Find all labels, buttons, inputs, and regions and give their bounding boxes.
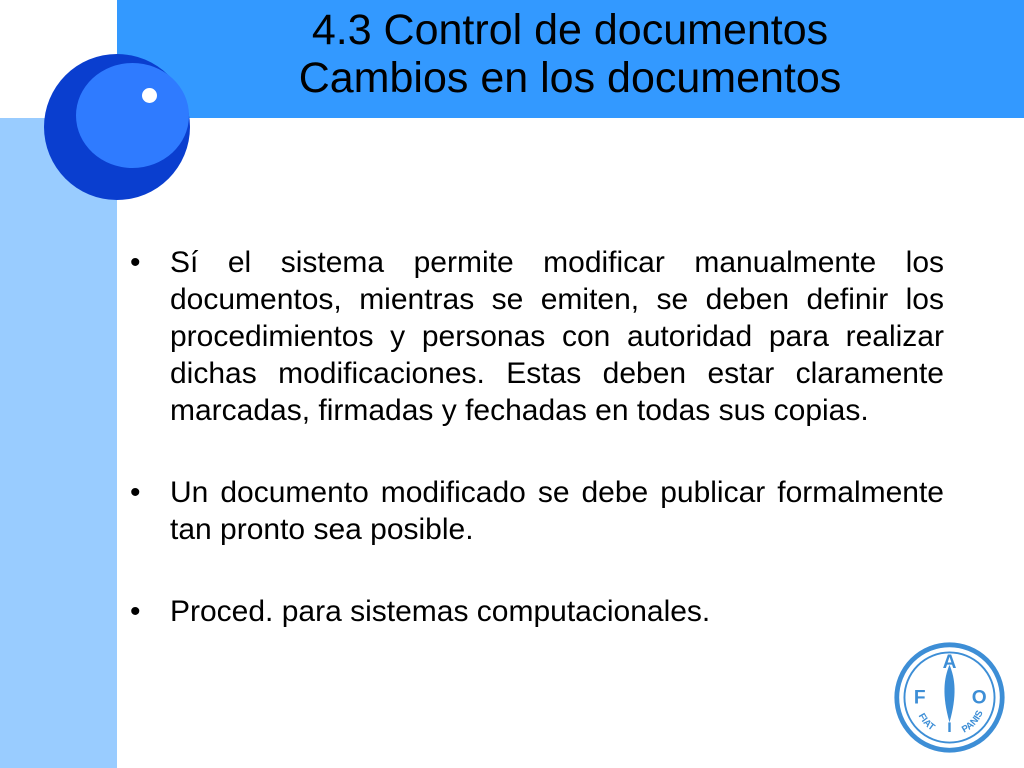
logo-motto-right-text: PANIS [960,708,986,736]
bullet-icon: • [130,476,141,509]
decorative-dot [142,88,157,103]
bullet-text: Sí el sistema permite modificar manualmente los documentos, mientras se emiten, se deben definir los procedimientos y personas con autoridad para realizar dichas modificaciones. Estas deben estar claramente marcadas, firmadas y fechadas en todas sus copias. [170,246,944,427]
bullet-text: Proced. para sistemas computacionales. [170,595,711,628]
slide-title [200,6,940,102]
decorative-circle-highlight [76,63,189,168]
title-line-2: Cambios en los documentos [298,54,842,102]
bullet-item [130,244,944,429]
logo-letter-o: O [971,687,987,709]
bullet-item [130,593,944,630]
bullet-item [130,474,944,548]
logo-letter-f: F [913,687,926,709]
bullet-list [130,244,944,630]
bullet-icon: • [130,595,141,628]
title-line-1: 4.3 Control de documentos [311,6,829,54]
bullet-icon: • [130,246,141,279]
logo-motto-left-text: FIAT [915,711,937,734]
fao-logo [892,640,1007,755]
logo-letter-a: A [942,651,957,673]
bullet-text: Un documento modificado se debe publicar formalmente tan pronto sea posible. [170,476,944,546]
left-sidebar-band [0,118,117,768]
